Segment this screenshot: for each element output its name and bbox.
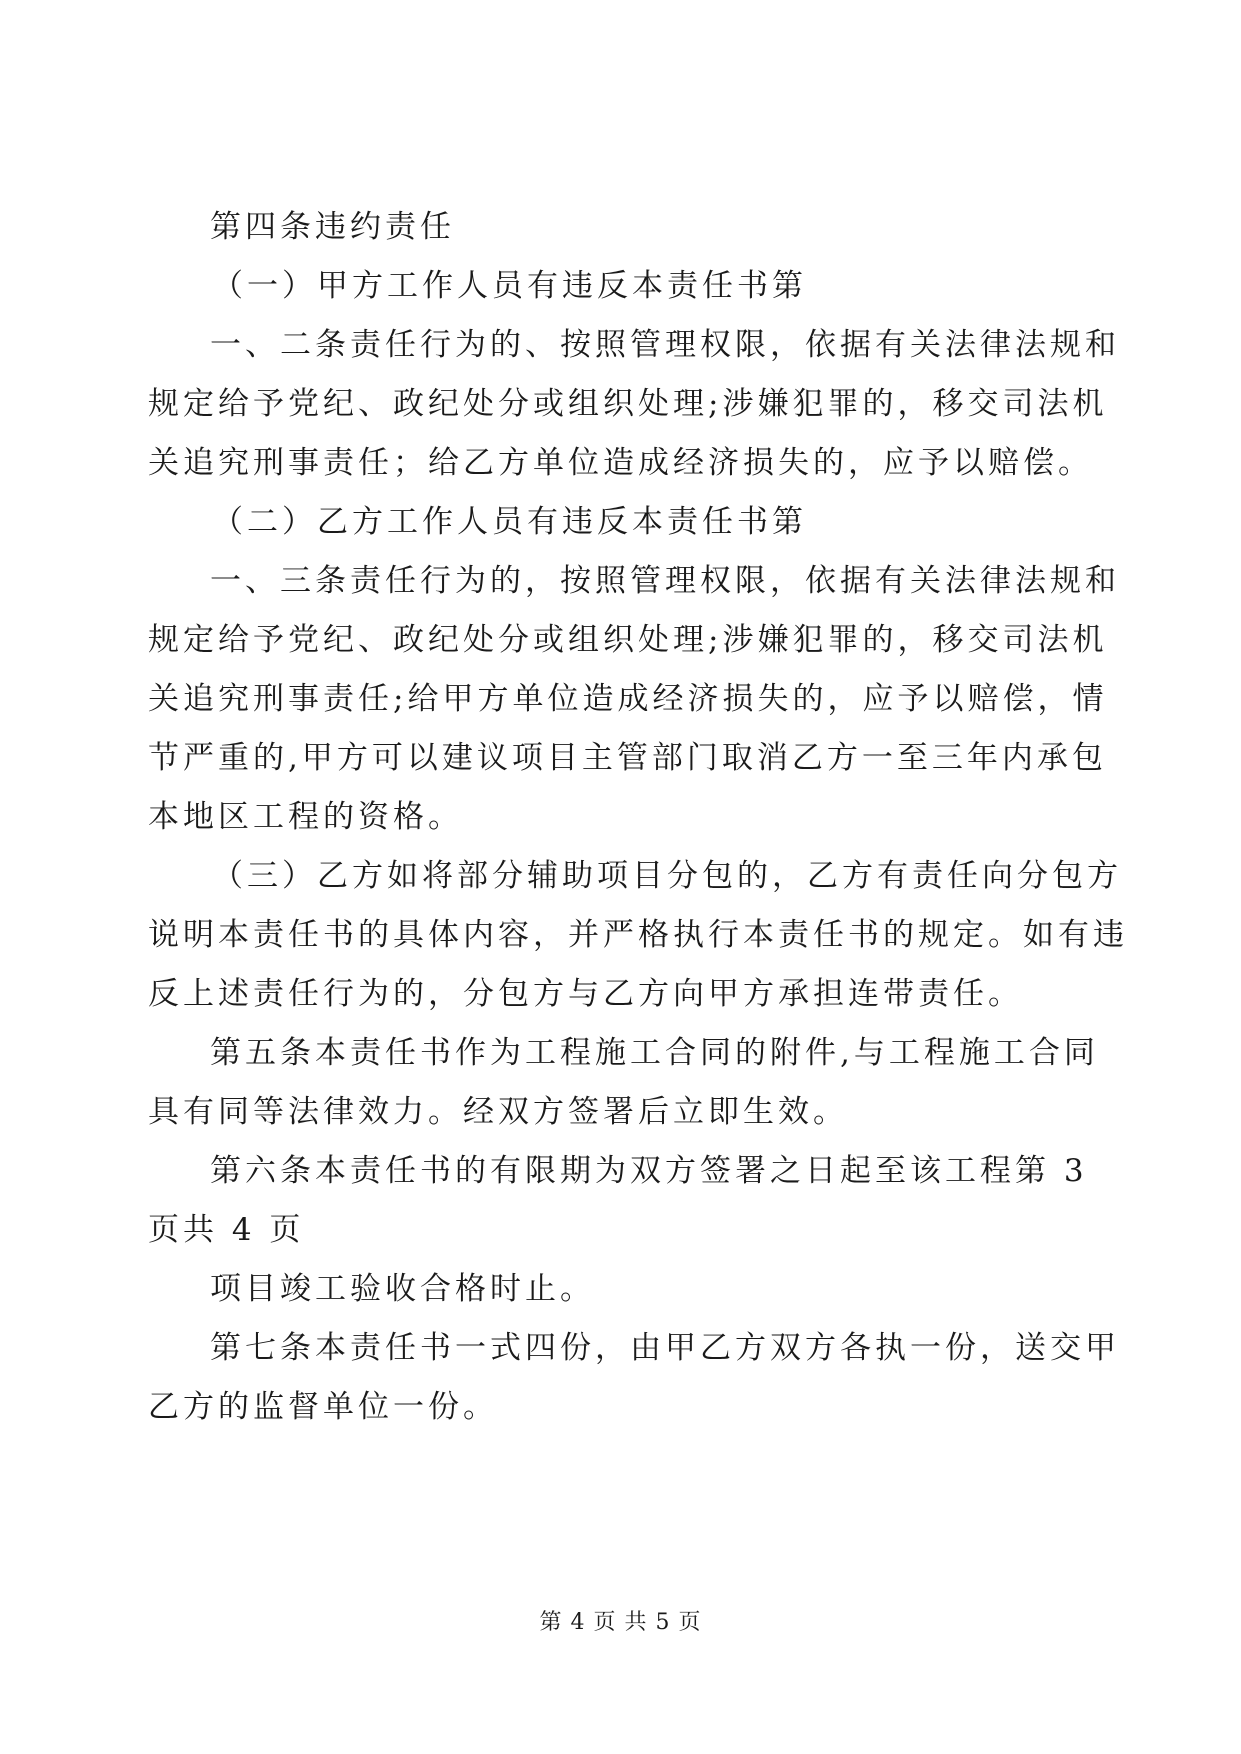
clause-3-line-2: 说明本责任书的具体内容，并严格执行本责任书的规定。如有违 [148,917,1128,953]
clause-2-line-3: 关追究刑事责任;给甲方单位造成经济损失的，应予以赔偿，情 [148,681,1108,717]
article-6-line-2: 页共 4 页 [148,1212,305,1248]
article-7-line-1: 第七条本责任书一式四份，由甲乙方双方各执一份，送交甲 [210,1330,1120,1366]
clause-2-line-4: 节严重的,甲方可以建议项目主管部门取消乙方一至三年内承包 [148,740,1107,776]
clause-1-line-2: 规定给予党纪、政纪处分或组织处理;涉嫌犯罪的，移交司法机 [148,386,1108,422]
article-6-line-1: 第六条本责任书的有限期为双方签署之日起至该工程第 3 [210,1153,1088,1189]
clause-3-line-1: （三）乙方如将部分辅助项目分包的，乙方有责任向分包方 [212,858,1122,894]
article-6-line-3: 项目竣工验收合格时止。 [210,1271,595,1307]
clause-1-line-3: 关追究刑事责任；给乙方单位造成经济损失的，应予以赔偿。 [148,445,1093,481]
article-5-line-2: 具有同等法律效力。经双方签署后立即生效。 [148,1094,848,1130]
clause-2-line-5: 本地区工程的资格。 [148,799,463,835]
article-7-line-2: 乙方的监督单位一份。 [148,1389,498,1425]
clause-1-line-1: 一、二条责任行为的、按照管理权限，依据有关法律法规和 [210,327,1120,363]
clause-3-line-3: 反上述责任行为的，分包方与乙方向甲方承担连带责任。 [148,976,1023,1012]
article-5-line-1: 第五条本责任书作为工程施工合同的附件,与工程施工合同 [210,1035,1099,1071]
clause-2-intro: （二）乙方工作人员有违反本责任书第 [212,504,807,540]
page-footer: 第 4 页 共 5 页 [539,1610,702,1635]
article-4-heading: 第四条违约责任 [210,209,455,245]
clause-2-line-2: 规定给予党纪、政纪处分或组织处理;涉嫌犯罪的，移交司法机 [148,622,1108,658]
clause-2-line-1: 一、三条责任行为的，按照管理权限，依据有关法律法规和 [210,563,1120,599]
clause-1-intro: （一）甲方工作人员有违反本责任书第 [212,268,807,304]
